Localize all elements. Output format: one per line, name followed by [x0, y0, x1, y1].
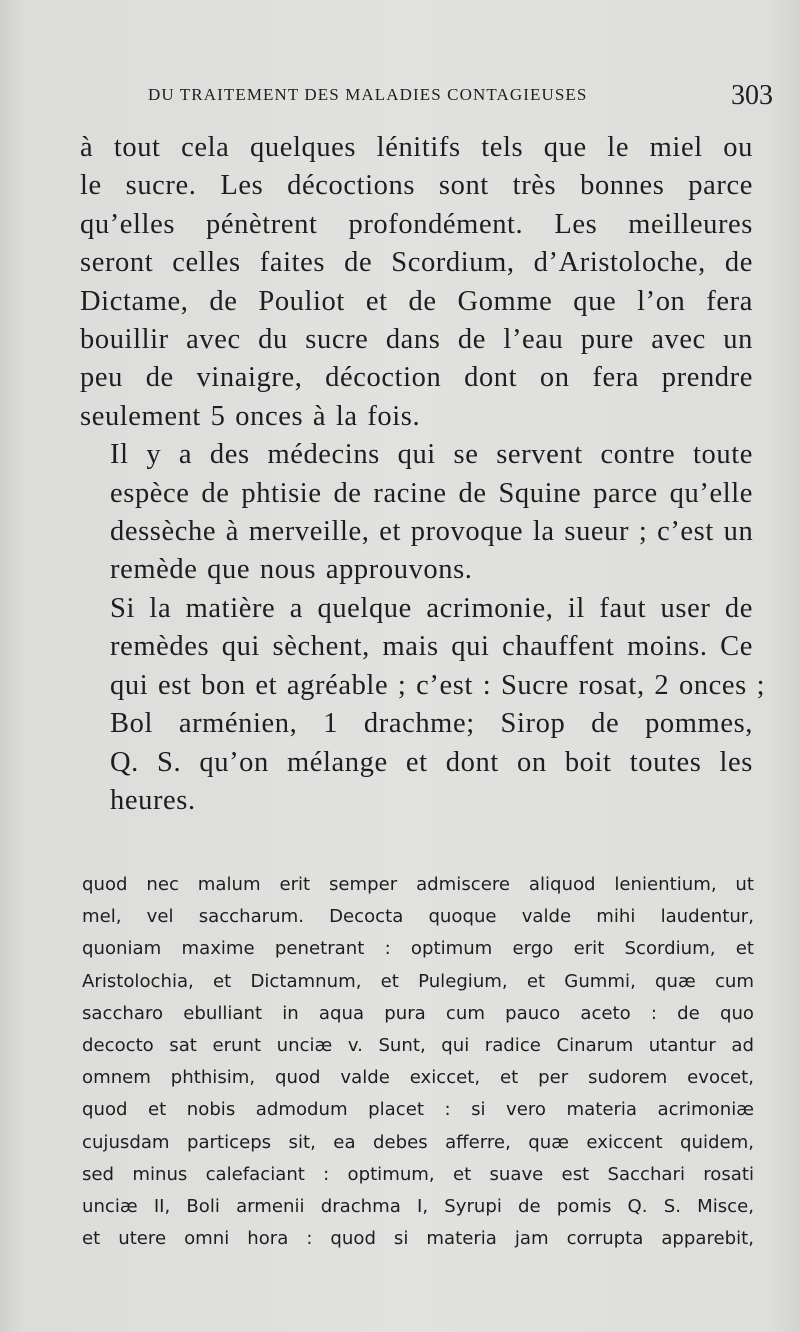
french-paragraph: [80, 590, 766, 820]
french-line: Q. S. qu’on mélange et dont on boit toutes les: [110, 746, 753, 778]
french-line: bouillir avec du sucre dans de l’eau pure avec un: [80, 324, 753, 356]
page-header: [148, 80, 773, 114]
latin-line: quod et nobis admodum placet : si vero materia acrimoniæ: [82, 1099, 754, 1121]
french-line: remèdes qui sèchent, mais qui chauffent moins. Ce: [110, 631, 753, 663]
french-line: à tout cela quelques lénitifs tels que le miel ou: [80, 132, 753, 163]
french-paragraph: [80, 436, 753, 590]
page-number: 303: [731, 80, 773, 111]
latin-paragraph: [82, 869, 754, 1255]
french-line: qui est bon et agréable ; c’est : Sucre rosat, 2 onces ;: [110, 669, 766, 701]
french-paragraph: [80, 129, 753, 436]
latin-line: mel, vel saccharum. Decocta quoque valde mihi laudentur,: [82, 906, 754, 928]
latin-line: sed minus calefaciant : optimum, et suave est Sacchari rosati: [82, 1163, 754, 1185]
latin-line: saccharo ebulliant in aqua pura cum pauco aceto : de quo: [82, 1002, 754, 1024]
latin-line: decocto sat erunt unciæ v. Sunt, qui radice Cinarum utantur ad: [82, 1035, 754, 1057]
latin-line: quoniam maxime penetrant : optimum ergo erit Scordium, et: [82, 938, 754, 960]
french-line: le sucre. Les décoctions sont très bonnes parce: [80, 170, 753, 202]
french-line: dessèche à merveille, et provoque la sueur ; c’est un: [110, 516, 754, 548]
latin-original: [82, 869, 754, 1255]
french-line: Si la matière a quelque acrimonie, il faut user de: [110, 592, 753, 624]
running-title: DU TRAITEMENT DES MALADIES CONTAGIEUSES: [148, 85, 588, 104]
french-line: peu de vinaigre, décoction dont on fera prendre: [80, 362, 753, 394]
latin-line: cujusdam particeps sit, ea debes afferre, quæ exiccent quidem,: [82, 1131, 754, 1153]
french-line: Il y a des médecins qui se servent contre toute: [110, 439, 753, 471]
french-line: espèce de phtisie de racine de Squine parce qu’elle: [110, 477, 753, 509]
latin-line: Aristolochia, et Dictamnum, et Pulegium, et Gummi, quæ cum: [82, 970, 754, 992]
latin-line: et utere omni hora : quod si materia jam corrupta apparebit,: [82, 1228, 754, 1250]
french-line: heures.: [110, 784, 196, 816]
french-line: seront celles faites de Scordium, d’Aristoloche, de: [80, 247, 753, 279]
french-translation: [80, 129, 766, 820]
french-line: remède que nous approuvons.: [110, 554, 473, 586]
french-line: seulement 5 onces à la fois.: [80, 400, 421, 432]
latin-line: omnem phthisim, quod valde exiccet, et per sudorem evocet,: [82, 1067, 754, 1089]
french-line: qu’elles pénètrent profondément. Les meilleures: [80, 208, 753, 240]
latin-line: unciæ II, Boli armenii drachma I, Syrupi de pomis Q. S. Misce,: [82, 1196, 754, 1218]
french-line: Bol arménien, 1 drachme; Sirop de pommes,: [110, 708, 753, 740]
french-line: Dictame, de Pouliot et de Gomme que l’on fera: [80, 285, 753, 317]
latin-line: quod nec malum erit semper admiscere aliquod lenientium, ut: [82, 874, 754, 895]
